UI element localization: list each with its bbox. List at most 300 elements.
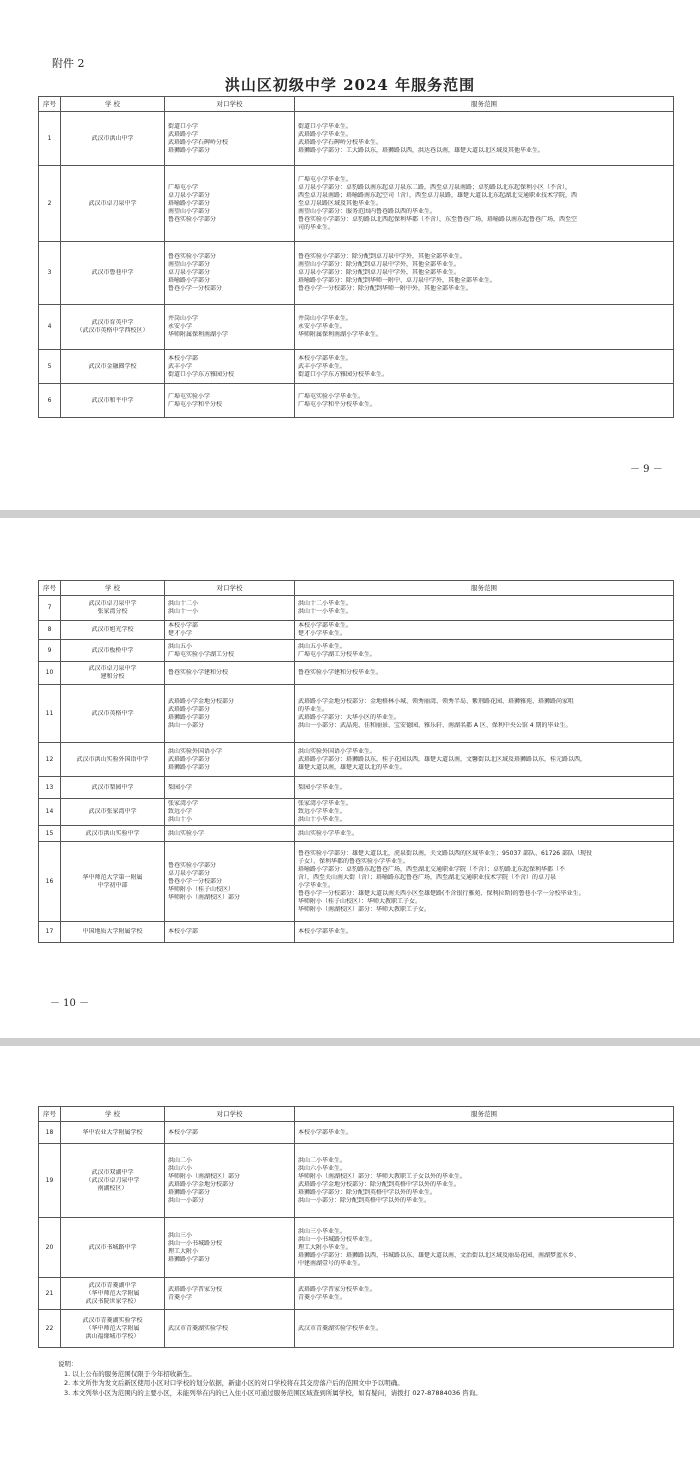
cell-line: 中国地质大学附属学校 <box>82 928 143 935</box>
row-number: 4 <box>39 305 61 350</box>
row-number: 20 <box>39 1218 61 1278</box>
service-scope-cell <box>295 166 674 242</box>
header-school: 学 校 <box>61 97 165 112</box>
service-scope-cell <box>295 1310 674 1348</box>
document-page-2 <box>0 518 700 1038</box>
feeder-schools-cell <box>165 1122 295 1144</box>
note-item: 2. 本文所作为发文后新区使用小区对口学校的划分依据，新建小区的对口学校将在其交房落户后的范围文中予以明确。 <box>64 1379 404 1387</box>
service-scope-cell <box>295 621 674 640</box>
cell-line: 南望山小学部分：服务范围内鲁巷路以西的毕业生。 <box>298 207 437 215</box>
cell-line: 武珞路小学金地分校部分 <box>168 1180 235 1188</box>
cell-line: 武汉市青菱湖实验学校 <box>168 1324 229 1332</box>
cell-line: 广埠屯小学 <box>168 183 199 191</box>
feeder-schools-cell <box>165 777 295 799</box>
feeder-schools-cell <box>165 826 295 842</box>
feeder-schools-cell <box>165 384 295 418</box>
cell-line: 司的毕业生。 <box>298 223 335 231</box>
cell-line: 华师附小（南湖校区）部分：华师大教职工子女。 <box>298 905 431 913</box>
cell-line: 楚才小学 <box>168 630 193 637</box>
cell-line: 本校小学部毕业生。 <box>298 1128 353 1136</box>
service-table-part-1 <box>38 96 674 418</box>
cell-line: 洪山二小 <box>168 1156 193 1164</box>
table-row <box>39 621 674 640</box>
service-scope-cell <box>295 799 674 826</box>
cell-line: 武珞路小学部分：珞狮路以东，桂子花园以西，雄楚大道以南，文馨街以北区域及珞狮路以东，桂元路以西， <box>298 755 587 763</box>
feeder-schools-cell <box>165 112 295 166</box>
school-cell <box>61 1144 165 1218</box>
document-page-3 <box>0 1046 700 1481</box>
cell-line: 洪山十一小毕业生。 <box>298 608 353 615</box>
cell-line: 洪山实验外国语小学毕业生。 <box>298 747 377 755</box>
service-scope-cell <box>295 662 674 685</box>
cell-line: 卓刀泉小学部分：除分配到卓刀泉中学外，其他全部毕业生。 <box>298 269 461 276</box>
cell-line: 洪山十小毕业生。 <box>298 816 347 823</box>
row-number: 19 <box>39 1144 61 1218</box>
cell-line: 洪山一小部分 <box>168 721 205 729</box>
cell-line: 武汉市英格中学 <box>91 709 134 717</box>
service-scope-cell <box>295 640 674 662</box>
cell-line: 武珞路小学石碑岭分校 <box>168 138 229 146</box>
feeder-schools-cell <box>165 242 295 305</box>
cell-line: 武汉市卓刀泉中学 <box>88 199 137 207</box>
cell-line: 鲁巷小学一分校部分：除分配到华师一附中外，其他全部毕业生。 <box>298 285 473 292</box>
feeder-schools-cell <box>165 621 295 640</box>
cell-line: 井岗山小学 <box>168 315 199 322</box>
cell-line: 华师附小（桂子山校区）：华师大教职工子女。 <box>298 897 422 905</box>
cell-line: 洪山十小 <box>168 816 193 823</box>
cell-line: 武汉市青菱湖实验学校 <box>82 1316 143 1324</box>
cell-line: 井岗山小学毕业生。 <box>298 315 353 322</box>
cell-line: 武珞路小学石碑岭分校毕业生。 <box>298 138 383 146</box>
document-page-1 <box>0 0 700 510</box>
feeder-schools-cell <box>165 842 295 922</box>
table-row <box>39 384 674 418</box>
cell-line: 小学毕业生。 <box>298 881 335 889</box>
cell-line: 洪山十二小毕业生。 <box>298 600 353 607</box>
cell-line: 武汉市板桥中学 <box>91 646 134 654</box>
table-row <box>39 842 674 922</box>
row-number: 1 <box>39 112 61 166</box>
cell-line: 鲁巷小学一分校部分 <box>168 877 223 885</box>
header-no: 序号 <box>39 97 61 112</box>
page-separator <box>0 1038 700 1046</box>
service-scope-cell <box>295 350 674 384</box>
service-scope-cell <box>295 384 674 418</box>
school-cell <box>61 685 165 743</box>
feeder-schools-cell <box>165 1310 295 1348</box>
cell-line: 含），西至关山南大街（含）；珞喻路东起鲁巷广场，西至湖北交通职业技术学院（不含）的卓刀泉 <box>298 873 557 881</box>
cell-line: 雄楚大道以南，雄楚大道以北的毕业生。 <box>298 763 407 771</box>
cell-line: 武珞路小学部分 <box>168 755 211 763</box>
cell-line: 的毕业生。 <box>298 705 329 713</box>
service-table-part-2 <box>38 580 674 943</box>
cell-line: 洪山五小毕业生。 <box>298 642 347 650</box>
service-scope-cell <box>295 826 674 842</box>
cell-line: 洪山一小部分 <box>168 1196 205 1204</box>
cell-line: （武汉市卓刀泉中学 <box>85 1176 140 1184</box>
cell-line: 武珞路小学部分 <box>168 705 211 713</box>
service-scope-cell <box>295 242 674 305</box>
cell-line: 洪山福缘城市学校） <box>85 1332 140 1340</box>
cell-line: 楚才小学毕业生。 <box>298 630 347 637</box>
cell-line: 洪山一小部分：武晶苑、佳和丽景、宝安德园、雅乐轩、南湖名都 A 区、保利中央公馆 4 期的毕业生。 <box>298 721 572 729</box>
cell-line: 卓刀泉小学部分 <box>168 869 211 877</box>
cell-line: 洪山六小 <box>168 1164 193 1172</box>
cell-line: 鲁巷实验小学部分 <box>168 215 217 223</box>
cell-line: 鲁巷实验小学部分：除分配到卓刀泉中学外，其他全部毕业生。 <box>298 253 467 260</box>
cell-line: 华师附小（桂子山校区） <box>168 885 235 893</box>
school-cell <box>61 1278 165 1310</box>
table-row <box>39 662 674 685</box>
cell-line: 武汉书院世家学校） <box>85 1297 140 1305</box>
school-cell <box>61 640 165 662</box>
cell-line: 武汉市卓刀泉中学 <box>88 665 137 672</box>
note-item: 1. 以上公布的服务范围仅限于今年招收新生。 <box>64 1369 196 1378</box>
cell-line: 洪山五小 <box>168 642 193 650</box>
school-cell <box>61 922 165 943</box>
cell-line: 武珞路小学 <box>168 130 199 138</box>
school-cell <box>61 384 165 418</box>
row-number: 22 <box>39 1310 61 1348</box>
cell-line: 本校小学部 <box>168 928 199 935</box>
cell-line: 广埠屯小学和平分校毕业生。 <box>298 400 377 408</box>
school-cell <box>61 112 165 166</box>
cell-line: 卓刀泉小学部分：卓豹路以南东起卓刀泉东二路，西至卓刀泉南路；卓豹路以北东起保利小区（不含）， <box>298 183 572 191</box>
note-item: 3. 本文列举小区为范围内的主要小区，未能列举在内的已入住小区可通过服务范围区域查到所属学校，如有疑问，请拨打 027-87884036 咨询。 <box>64 1388 482 1397</box>
cell-line: 梨园小学 <box>168 783 193 791</box>
cell-line: 武汉市洪山中学 <box>91 134 134 142</box>
row-number: 14 <box>39 799 61 826</box>
service-scope-cell <box>295 1144 674 1218</box>
cell-line: 卓刀泉小学部分 <box>168 269 211 276</box>
cell-line: 至卓刀泉路区域及其他毕业生。 <box>298 199 383 207</box>
table-row <box>39 112 674 166</box>
service-scope-cell <box>295 777 674 799</box>
cell-line: 广埠屯实验小学 <box>168 392 211 400</box>
cell-line: 华师附属保利南湖小学毕业生。 <box>298 331 383 338</box>
school-cell <box>61 1218 165 1278</box>
service-table-part-3 <box>38 1106 674 1348</box>
header-feeder: 对口学校 <box>165 1107 295 1122</box>
cell-line: 武汉市卓刀泉中学 <box>88 600 137 607</box>
cell-line: （武汉市英格中学西校区） <box>76 327 149 334</box>
row-number: 12 <box>39 743 61 777</box>
cell-line: 洪山十一小 <box>168 608 199 615</box>
cell-line: 武汉市旭光学校 <box>91 626 134 633</box>
cell-line: （华中师范大学附属 <box>85 1324 140 1332</box>
cell-line: 洪山一小书城路分校 <box>168 1239 223 1247</box>
cell-line: 武汉市青菱湖实验学校毕业生。 <box>298 1324 383 1332</box>
cell-line: 梨园小学毕业生。 <box>298 783 347 791</box>
cell-line: 洪山一小部分：除分配到英格中学以外的毕业生。 <box>298 1196 431 1204</box>
cell-line: 珞狮路小学部分：工大路以东，珞狮路以西，洪达巷以南，雄楚大道以北区域及其他毕业生。 <box>298 146 545 154</box>
cell-line: 建和分校 <box>100 673 125 680</box>
feeder-schools-cell <box>165 922 295 943</box>
header-no: 序号 <box>39 1107 61 1122</box>
feeder-schools-cell <box>165 1144 295 1218</box>
school-cell <box>61 350 165 384</box>
table-row <box>39 596 674 621</box>
header-scope: 服务范围 <box>295 97 674 112</box>
cell-line: 鲁巷实验小学部分 <box>168 861 217 869</box>
cell-line: 武珞路小学晋家分校 <box>168 1285 223 1293</box>
service-scope-cell <box>295 685 674 743</box>
cell-line: 鲁巷小学一分校部分 <box>168 285 223 292</box>
notes-heading: 说明： <box>58 1360 78 1368</box>
school-cell <box>61 743 165 777</box>
service-scope-cell <box>295 743 674 777</box>
table-row <box>39 242 674 305</box>
table-header-row <box>39 97 674 112</box>
table-header-row <box>39 581 674 596</box>
feeder-schools-cell <box>165 799 295 826</box>
feeder-schools-cell <box>165 743 295 777</box>
cell-line: 理工大附小 <box>168 1247 199 1255</box>
cell-line: 珞狮路小学部分 <box>168 763 211 771</box>
cell-line: 珞喻路小学部分：除分配到华师一附中、卓刀泉中学外，其他全部毕业生。 <box>298 277 497 284</box>
school-cell <box>61 826 165 842</box>
cell-line: 洪山三小毕业生。 <box>298 1227 347 1235</box>
row-number: 21 <box>39 1278 61 1310</box>
row-number: 17 <box>39 922 61 943</box>
notes-section <box>58 1360 664 1398</box>
cell-line: 南望山小学部分：除分配到卓刀泉中学外，其他全部毕业生。 <box>298 261 461 268</box>
school-cell <box>61 305 165 350</box>
feeder-schools-cell <box>165 350 295 384</box>
cell-line: 中建南湖壹号的毕业生。 <box>298 1259 365 1267</box>
service-scope-cell <box>295 1278 674 1310</box>
page-separator <box>0 510 700 518</box>
cell-line: 华师附小（南湖校区）部分：华师大教职工子女以外的毕业生。 <box>298 1172 467 1180</box>
cell-line: 珞狮路小学部分 <box>168 713 211 721</box>
cell-line: 武汉市金融圈学校 <box>88 362 137 370</box>
cell-line: 鲁巷实验小学建和分校毕业生。 <box>298 669 383 676</box>
cell-line: 张家湾小学 <box>168 800 199 807</box>
cell-line: 广埠屯小学毕业生。 <box>298 175 353 183</box>
cell-line: 广埠屯实验小学毕业生。 <box>298 392 365 400</box>
page-number-9: － 9 － <box>630 464 663 475</box>
row-number: 6 <box>39 384 61 418</box>
feeder-schools-cell <box>165 685 295 743</box>
school-cell <box>61 242 165 305</box>
table-row <box>39 1278 674 1310</box>
cell-line: 武汉市张家湾中学 <box>88 808 137 815</box>
cell-line: 华中师范大学第一附属 <box>82 873 143 881</box>
cell-line: 鲁巷实验小学部分 <box>168 253 217 260</box>
cell-line: 本校小学部毕业生。 <box>298 928 353 935</box>
cell-line: 武珞路小学金地分校部分：金地格林小城、领秀丽湾、领秀半岛、紫荆路花园、珞狮雅苑、珞狮路尚家咀 <box>298 697 575 705</box>
cell-line: 武汉市育英中学 <box>91 319 134 326</box>
cell-line: 武汉市双湖中学 <box>91 1168 134 1176</box>
table-row <box>39 826 674 842</box>
cell-line: 青菱小学 <box>168 1293 193 1301</box>
cell-line: 洪山二小毕业生。 <box>298 1156 347 1164</box>
cell-line: 武珞路小学部分：大华小区的毕业生。 <box>298 713 401 721</box>
cell-line: 街道口小学 <box>168 122 199 130</box>
page-title: 洪山区初级中学 2024 年服务范围 <box>224 76 476 94</box>
table-row <box>39 305 674 350</box>
cell-line: 致远小学 <box>168 808 193 815</box>
cell-line: 广埠屯实验小学湖工分校 <box>168 650 235 658</box>
cell-line: 珞喻路小学部分：卓豹路东起鲁巷广场，西至湖北交通职业学院（不含）；卓豹路北东起保利华都（不 <box>298 865 566 873</box>
cell-line: 洪山实验外国语小学 <box>168 747 223 755</box>
school-cell <box>61 777 165 799</box>
table-header-row <box>39 1107 674 1122</box>
cell-line: 街道口小学东方雅园分校毕业生。 <box>298 370 389 378</box>
cell-line: 鲁巷小学一分校部分：雄楚大道以南关西小区至雄楚路(不含银行雅苑、保利拉斯)的鲁巷小学一分校毕业生。 <box>298 889 585 897</box>
cell-line: 华中农业大学附属学校 <box>82 1128 143 1136</box>
school-cell <box>61 621 165 640</box>
school-cell <box>61 662 165 685</box>
cell-line: 武汉市和平中学 <box>91 396 134 404</box>
row-number: 11 <box>39 685 61 743</box>
cell-line: 洪山实验小学毕业生。 <box>298 829 359 837</box>
cell-line: 洪山一小书城路分校毕业生。 <box>298 1235 377 1243</box>
header-school: 学 校 <box>61 581 165 596</box>
cell-line: 华师附小（南湖校区）部分 <box>168 893 241 901</box>
service-scope-cell <box>295 922 674 943</box>
cell-line: 武珞路小学晋家分校毕业生。 <box>298 1285 377 1293</box>
service-scope-cell <box>295 1122 674 1144</box>
cell-line: 张家湾小学毕业生。 <box>298 800 353 807</box>
cell-line: 广埠屯小学和平分校 <box>168 400 223 408</box>
row-number: 15 <box>39 826 61 842</box>
cell-line: 本校小学部 <box>168 1128 199 1136</box>
cell-line: 南湖校区） <box>97 1184 128 1192</box>
service-scope-cell <box>295 1218 674 1278</box>
row-number: 2 <box>39 166 61 242</box>
header-no: 序号 <box>39 581 61 596</box>
feeder-schools-cell <box>165 596 295 621</box>
cell-line: 洪山实验小学 <box>168 829 205 837</box>
cell-line: 珞狮路小学部分：珞狮路以西、书城路以东、雄楚大道以南、文治街以北区域及丽岛花园、南湖梦蓝水乡、 <box>298 1251 581 1259</box>
cell-line: 珞喻路小学部分 <box>168 199 211 207</box>
row-number: 8 <box>39 621 61 640</box>
cell-line: 武汉市洪山实验中学 <box>85 829 140 837</box>
header-school: 学 校 <box>61 1107 165 1122</box>
table-row <box>39 1218 674 1278</box>
service-scope-cell <box>295 112 674 166</box>
school-cell <box>61 596 165 621</box>
feeder-schools-cell <box>165 166 295 242</box>
cell-line: 本校小学部毕业生。 <box>298 354 353 362</box>
cell-line: 本校小学部 <box>168 354 199 362</box>
table-row <box>39 1122 674 1144</box>
cell-line: 武丰小学 <box>168 362 193 370</box>
row-number: 7 <box>39 596 61 621</box>
cell-line: 武汉市青菱湖中学 <box>88 1281 137 1289</box>
row-number: 10 <box>39 662 61 685</box>
table-row <box>39 799 674 826</box>
school-cell <box>61 842 165 922</box>
service-scope-cell <box>295 842 674 922</box>
cell-line: 中学初中部 <box>97 881 128 889</box>
cell-line: 武珞路小学金地分校部分 <box>168 697 235 705</box>
row-number: 9 <box>39 640 61 662</box>
cell-line: 致远小学毕业生。 <box>298 808 347 815</box>
cell-line: 武丰小学毕业生。 <box>298 362 347 370</box>
table-row <box>39 743 674 777</box>
cell-line: 华师附小（南湖校区）部分 <box>168 1172 241 1180</box>
row-number: 13 <box>39 777 61 799</box>
cell-line: 武汉市梨园中学 <box>91 783 134 791</box>
row-number: 16 <box>39 842 61 922</box>
cell-line: （华中师范大学附属 <box>85 1289 140 1297</box>
cell-line: 武汉市洪山实验外国语中学 <box>76 755 149 763</box>
cell-line: 武珞路小学金地分校部分：除分配到英格中学以外的毕业生。 <box>298 1180 461 1188</box>
table-row <box>39 166 674 242</box>
cell-line: 本校小学部 <box>168 622 199 629</box>
cell-line: 珞狮路小学部分 <box>168 146 211 154</box>
cell-line: 理工大附小毕业生。 <box>298 1243 353 1251</box>
table-row <box>39 640 674 662</box>
cell-line: 鲁巷实验小学部分：卓豹路以北西起保利华都（不含），东至鲁巷广场，珞喻路以南东起鲁巷广场，西至空 <box>298 215 578 223</box>
cell-line: 永安小学毕业生。 <box>298 323 347 330</box>
cell-line: 本校小学部毕业生。 <box>298 622 353 629</box>
cell-line: 青菱小学毕业生。 <box>298 1293 347 1301</box>
cell-line: 南望山小学部分 <box>168 207 211 215</box>
school-cell <box>61 1310 165 1348</box>
school-cell <box>61 1122 165 1144</box>
cell-line: 珞狮路小学部分 <box>168 1255 211 1263</box>
cell-line: 武汉市书城路中学 <box>88 1243 137 1251</box>
table-row <box>39 1144 674 1218</box>
row-number: 18 <box>39 1122 61 1144</box>
header-feeder: 对口学校 <box>165 581 295 596</box>
feeder-schools-cell <box>165 305 295 350</box>
cell-line: 鲁巷实验小学建和分校 <box>168 669 229 676</box>
row-number: 3 <box>39 242 61 305</box>
header-scope: 服务范围 <box>295 581 674 596</box>
cell-line: 街道口小学毕业生。 <box>298 122 353 130</box>
cell-line: 西至卓刀泉南路；珞喻路南东起空司（含），西至卓刀泉路，雄楚大道以北东起湖北交通职业技术学院，西 <box>298 191 578 199</box>
cell-line: 南望山小学部分 <box>168 261 211 268</box>
cell-line: 武汉市鲁巷中学 <box>91 269 134 276</box>
cell-line: 子女）、保利华都的鲁巷实验小学毕业生。 <box>298 857 410 865</box>
cell-line: 珞狮路小学部分 <box>168 1188 211 1196</box>
table-row <box>39 1310 674 1348</box>
service-scope-cell <box>295 305 674 350</box>
cell-line: 广埠屯小学湖工分校毕业生。 <box>298 650 377 658</box>
table-row <box>39 922 674 943</box>
feeder-schools-cell <box>165 662 295 685</box>
table-row <box>39 777 674 799</box>
cell-line: 珞喻路小学部分 <box>168 277 211 284</box>
cell-line: 街道口小学东方雅园分校 <box>168 370 235 378</box>
cell-line: 洪山六小毕业生。 <box>298 1164 347 1172</box>
header-feeder: 对口学校 <box>165 97 295 112</box>
page-number-10: － 10 － <box>50 998 90 1009</box>
table-row <box>39 685 674 743</box>
cell-line: 华师附属保利南湖小学 <box>168 331 229 338</box>
feeder-schools-cell <box>165 640 295 662</box>
school-cell <box>61 799 165 826</box>
cell-line: 珞狮路小学部分：除分配到英格中学以外的毕业生。 <box>298 1188 437 1196</box>
header-scope: 服务范围 <box>295 1107 674 1122</box>
cell-line: 永安小学 <box>168 323 193 330</box>
table-row <box>39 350 674 384</box>
cell-line: 张家湾分校 <box>97 608 128 615</box>
school-cell <box>61 166 165 242</box>
cell-line: 鲁巷实验小学部分：雄楚大道以北，虎泉街以南，关文路以西的区域毕业生；95037 部队、61726 部队（现役 <box>298 849 592 857</box>
feeder-schools-cell <box>165 1278 295 1310</box>
cell-line: 卓刀泉小学部分 <box>168 191 211 199</box>
cell-line: 洪山三小 <box>168 1231 193 1239</box>
feeder-schools-cell <box>165 1218 295 1278</box>
cell-line: 武珞路小学毕业生。 <box>298 130 353 138</box>
service-scope-cell <box>295 596 674 621</box>
row-number: 5 <box>39 350 61 384</box>
